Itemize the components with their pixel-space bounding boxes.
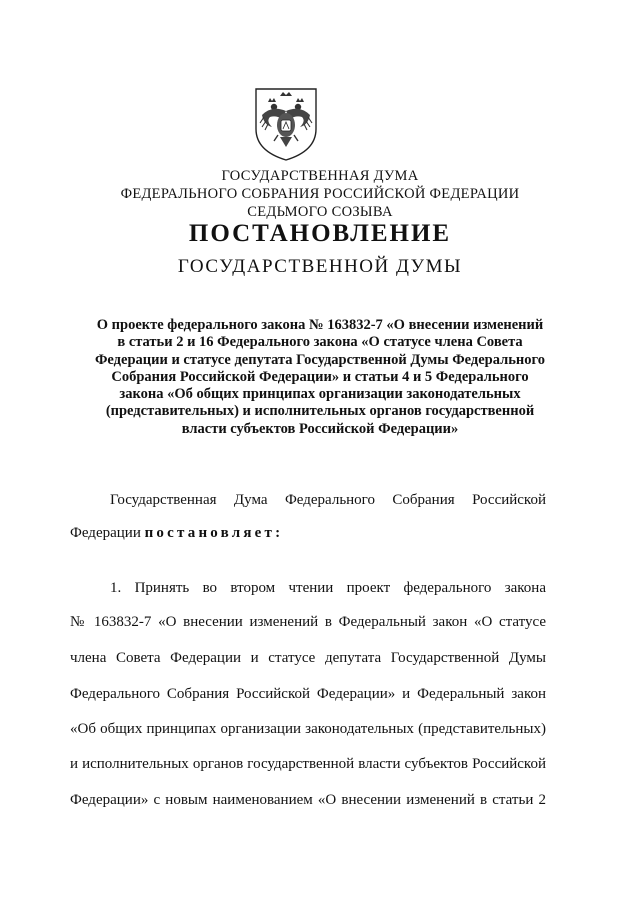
heading-line: в статьи 2 и 16 Федерального закона «О статусе члена Совета (117, 334, 523, 351)
resolution-keyword: постановляет: (144, 525, 284, 541)
heading-line: закона «Об общих принципах организации законодательных (119, 386, 521, 403)
resolution-heading (70, 317, 570, 438)
preamble-line-1: Государственная Дума Федерального Собрания Российской (110, 492, 546, 508)
body-line: «Об общих принципах организации законодательных (представительных) (70, 721, 546, 737)
body-line: члена Совета Федерации и статусе депутата Государственной Думы (70, 650, 546, 666)
body-line: № 163832-7 «О внесении изменений в Федеральный закон «О статусе (70, 614, 546, 630)
preamble-line-2 (70, 523, 546, 543)
document-subtitle: ГОСУДАРСТВЕННОЙ ДУМЫ (177, 256, 463, 277)
coat-of-arms-emblem (250, 85, 322, 163)
body-line: Федерального Собрания Российской Федерации» и Федеральный закон (70, 686, 546, 702)
convocation-line: СЕДЬМОГО СОЗЫВА (247, 204, 393, 220)
heading-line: Собрания Российской Федерации» и статьи 4 и 5 Федерального (111, 368, 529, 385)
body-line: Федерации» с новым наименованием «О внесении изменений в статьи 2 (70, 792, 546, 808)
org-name-line-1: ГОСУДАРСТВЕННАЯ ДУМА (221, 168, 419, 184)
heading-line: Федерации и статусе депутата Государственной Думы Федерального (94, 351, 546, 368)
org-name-line-2: ФЕДЕРАЛЬНОГО СОБРАНИЯ РОССИЙСКОЙ ФЕДЕРАЦИИ (120, 186, 520, 202)
heading-line: власти субъектов Российской Федерации» (181, 420, 459, 437)
heading-line: (представительных) и исполнительных органов государственной (105, 403, 535, 420)
heading-line: О проекте федерального закона № 163832-7 «О внесении изменений (96, 317, 544, 333)
document-title: ПОСТАНОВЛЕНИЕ (188, 220, 452, 247)
body-line: и исполнительных органов государственной власти субъектов Российской (70, 756, 546, 772)
body-line: 1. Принять во втором чтении проект федерального закона (110, 580, 546, 596)
preamble-prefix: Федерации (70, 525, 145, 541)
